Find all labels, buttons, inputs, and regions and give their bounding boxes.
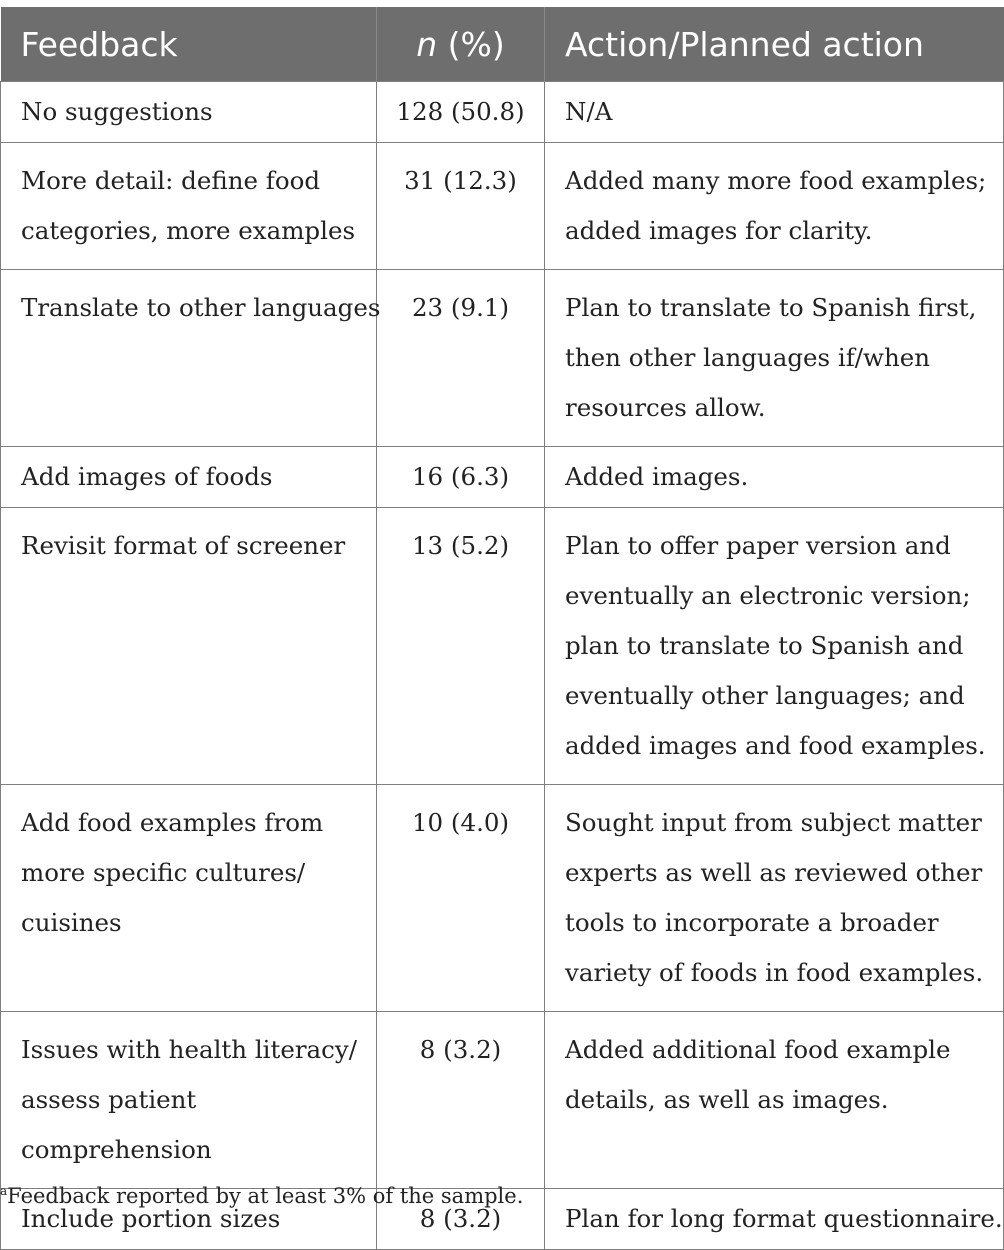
- n-percent-cell: 8 (3.2): [377, 1012, 545, 1189]
- header-row: [1, 7, 1004, 82]
- action-cell: [545, 1012, 1004, 1189]
- n-percent-cell: 23 (9.1): [377, 270, 545, 447]
- table-row: [1, 508, 1004, 785]
- action-cell-line: eventually an electronic version;: [565, 581, 971, 610]
- table-row: [1, 82, 1004, 143]
- n-percent-cell: 8 (3.2): [377, 1189, 545, 1250]
- n-percent-cell: 10 (4.0): [377, 785, 545, 1012]
- action-cell-line: Plan to translate to Spanish first,: [565, 293, 977, 322]
- feedback-cell-line: categories, more examples: [21, 216, 356, 245]
- n-percent-cell: 16 (6.3): [377, 447, 545, 508]
- feedback-cell: [1, 82, 377, 143]
- n-percent-cell: 128 (50.8): [377, 82, 545, 143]
- footnote-marker: a: [0, 1184, 8, 1198]
- header-feedback: Feedback: [1, 7, 377, 82]
- action-cell: [545, 270, 1004, 447]
- table-row: [1, 143, 1004, 270]
- feedback-cell-line: cuisines: [21, 908, 122, 937]
- action-cell-line: tools to incorporate a broader: [565, 908, 939, 937]
- table-container: [0, 7, 1004, 1250]
- action-cell: [545, 1189, 1004, 1250]
- feedback-cell-line: Issues with health literacy/: [21, 1035, 357, 1064]
- action-cell-line: Added images.: [565, 462, 749, 491]
- action-cell-line: then other languages if/when: [565, 343, 931, 372]
- action-cell-line: Sought input from subject matter: [565, 808, 982, 837]
- action-cell-line: Added many more food examples;: [565, 166, 987, 195]
- action-cell-line: N/A: [565, 97, 613, 126]
- action-cell: [545, 508, 1004, 785]
- action-cell-line: details, as well as images.: [565, 1085, 889, 1114]
- table-row: [1, 785, 1004, 1012]
- n-percent-cell: 31 (12.3): [377, 143, 545, 270]
- footnote-text: Feedback reported by at least 3% of the sample.: [7, 1184, 524, 1208]
- table-row: [1, 270, 1004, 447]
- table-footnote: [0, 1184, 523, 1208]
- feedback-cell-line: comprehension: [21, 1135, 212, 1164]
- header-action: Action/Planned action: [545, 7, 1004, 82]
- feedback-cell-line: Translate to other languages: [21, 293, 381, 322]
- action-cell-line: variety of foods in food examples.: [565, 958, 984, 987]
- feedback-cell: [1, 1012, 377, 1189]
- table-row: [1, 447, 1004, 508]
- feedback-cell-line: assess patient: [21, 1085, 197, 1114]
- action-cell-line: resources allow.: [565, 393, 766, 422]
- feedback-cell-line: No suggestions: [21, 97, 213, 126]
- feedback-cell-line: more specific cultures/: [21, 858, 306, 887]
- feedback-cell-line: Add food examples from: [21, 808, 324, 837]
- header-percent: (%): [437, 24, 505, 64]
- n-percent-cell: 13 (5.2): [377, 508, 545, 785]
- feedback-table: [0, 7, 1004, 1250]
- action-cell-line: added images and food examples.: [565, 731, 986, 760]
- feedback-cell: [1, 270, 381, 447]
- action-cell-line: experts as well as reviewed other: [565, 858, 983, 887]
- action-cell-line: Added additional food example: [565, 1035, 951, 1064]
- header-n-percent: [377, 7, 545, 82]
- table-row: [1, 1012, 1004, 1189]
- feedback-cell: [1, 143, 377, 270]
- header-n-italic: n: [416, 24, 438, 64]
- action-cell-line: eventually other languages; and: [565, 681, 965, 710]
- action-cell: [545, 785, 1004, 1012]
- feedback-cell-line: More detail: define food: [21, 166, 321, 195]
- action-cell: [545, 447, 1004, 508]
- feedback-cell: [1, 447, 377, 508]
- feedback-cell-line: Revisit format of screener: [21, 531, 346, 560]
- feedback-cell-line: Include portion sizes: [21, 1204, 281, 1233]
- action-cell-line: added images for clarity.: [565, 216, 873, 245]
- action-cell: [545, 82, 1004, 143]
- feedback-cell-line: Add images of foods: [21, 462, 273, 491]
- feedback-cell: [1, 785, 377, 1012]
- feedback-cell: [1, 508, 377, 785]
- action-cell: [545, 143, 1004, 270]
- action-cell-line: plan to translate to Spanish and: [565, 631, 964, 660]
- action-cell-line: Plan to offer paper version and: [565, 531, 951, 560]
- action-cell-line: Plan for long format questionnaire.: [565, 1204, 1003, 1233]
